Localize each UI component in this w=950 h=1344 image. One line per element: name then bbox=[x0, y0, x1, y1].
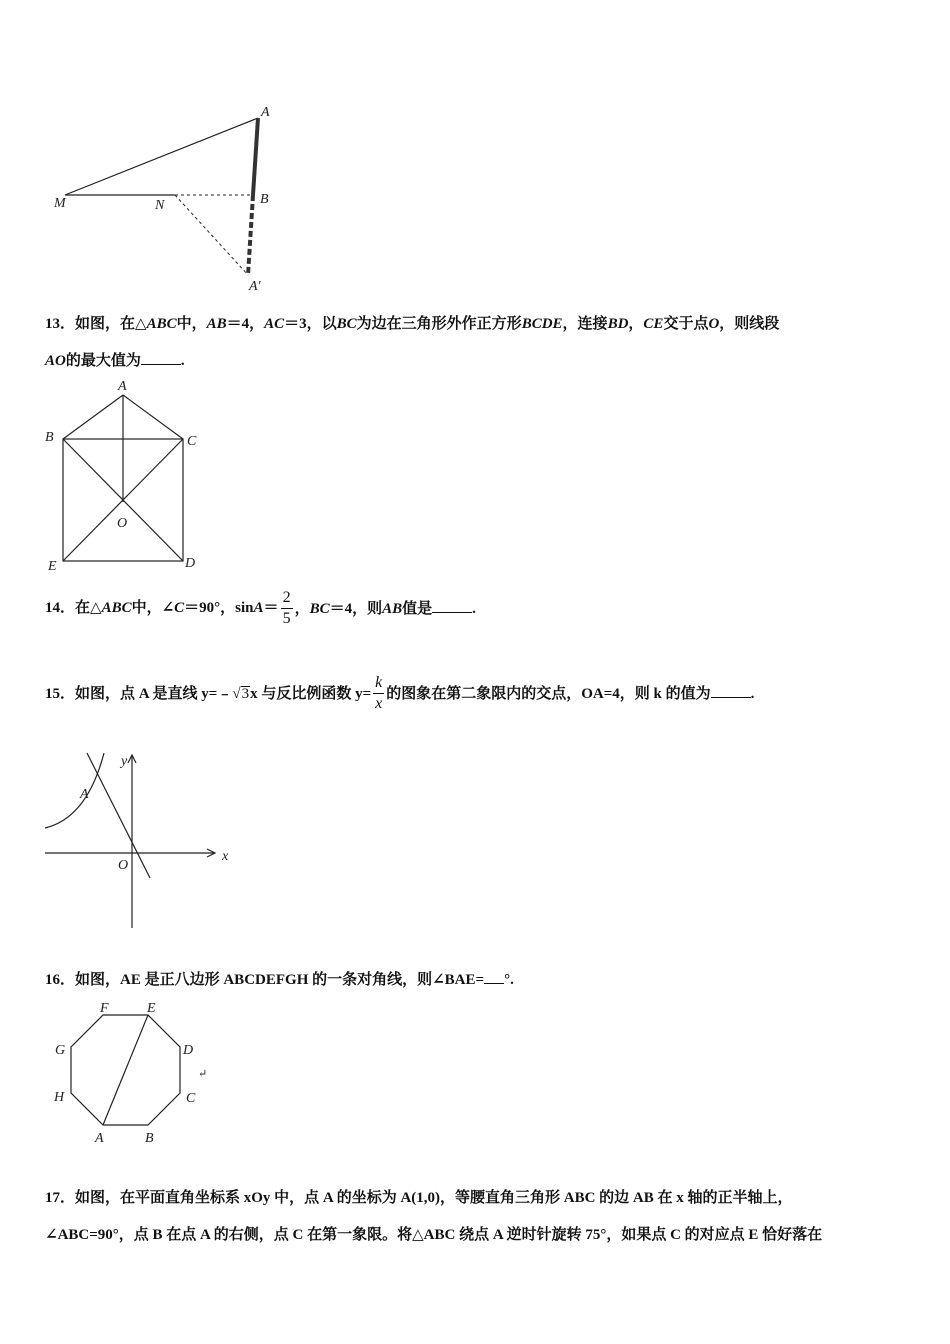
figure-q13 bbox=[40, 375, 210, 580]
hyperbola-branch bbox=[45, 753, 104, 828]
segment-ab-thick bbox=[253, 118, 258, 195]
label-a: A bbox=[118, 379, 127, 394]
diagonal-ae bbox=[103, 1015, 148, 1125]
segment-ma bbox=[65, 118, 258, 195]
label-c: C bbox=[187, 434, 197, 449]
label-d: D bbox=[183, 1043, 194, 1058]
label-o: O bbox=[117, 516, 128, 531]
label-h: H bbox=[54, 1090, 65, 1105]
question-13-line-2: AO的最大值为 . bbox=[45, 353, 185, 369]
label-a: A bbox=[95, 1131, 104, 1146]
label-o: O bbox=[118, 858, 129, 873]
label-b: B bbox=[145, 1131, 154, 1146]
segment-na-prime-dashed bbox=[175, 195, 248, 275]
label-e: E bbox=[147, 1001, 156, 1016]
fraction-sin-a: $\frac{2}{5}$ bbox=[282, 589, 291, 627]
label-m: M bbox=[54, 196, 66, 211]
label-c: C bbox=[186, 1091, 196, 1106]
answer-blank bbox=[711, 685, 751, 698]
label-n: N bbox=[155, 198, 165, 213]
label-g: G bbox=[55, 1043, 66, 1058]
question-17-line-2: ∠ABC=90°，点 B 在点 A 的右侧，点 C 在第一象限。将△ABC 绕点 A 逆时针旋转 75°，如果点 C 的对应点 E 恰好落在 bbox=[45, 1227, 823, 1243]
side-ab bbox=[63, 395, 123, 439]
fraction-k-over-x: $\frac{k}{x}$ bbox=[375, 674, 383, 712]
question-16: 16．如图，AE 是正八边形 ABCDEFGH 的一条对角线，则∠BAE= °. bbox=[45, 972, 514, 988]
label-a: A bbox=[261, 105, 270, 120]
answer-blank bbox=[432, 600, 472, 613]
side-ac bbox=[123, 395, 183, 439]
figure-q16 bbox=[48, 995, 218, 1150]
answer-blank bbox=[484, 971, 504, 984]
label-d: D bbox=[185, 556, 196, 571]
figure-q15 bbox=[42, 748, 242, 933]
label-a-prime: A′ bbox=[249, 279, 261, 294]
label-b: B bbox=[260, 192, 269, 207]
sqrt-3: 3 bbox=[241, 685, 250, 702]
label-x: x bbox=[222, 849, 229, 864]
figure-q12 bbox=[45, 100, 285, 300]
question-15: 15．如图，点 A 是直线 y=﹣√3x 与反比例函数 y= $\frac{k}{x}$ 的图象在第二象限内的交点，OA=4，则 k 的值为 . bbox=[45, 674, 755, 712]
label-b: B bbox=[45, 430, 54, 445]
segment-ba-prime-dashed bbox=[248, 195, 253, 275]
answer-blank bbox=[141, 352, 181, 365]
label-y: y bbox=[121, 754, 128, 769]
question-13-line-1: 13．如图，在△ABC中，AB＝4，AC＝3，以BC为边在三角形外作正方形BCDE，连接BD，CE交于点O，则线段 bbox=[45, 316, 780, 332]
label-a: A bbox=[80, 787, 89, 802]
question-14: 14．在△ABC中，∠C＝90°，sinA＝ $\frac{2}{5}$ ，BC＝4，则AB值是 . bbox=[45, 589, 476, 627]
label-f: F bbox=[100, 1001, 109, 1016]
question-17-line-1: 17．如图，在平面直角坐标系 xOy 中，点 A 的坐标为 A(1,0)，等腰直角三角形 ABC 的边 AB 在 x 轴的正半轴上， bbox=[45, 1190, 793, 1206]
label-e: E bbox=[48, 559, 57, 574]
return-mark: ↵ bbox=[198, 1068, 208, 1080]
